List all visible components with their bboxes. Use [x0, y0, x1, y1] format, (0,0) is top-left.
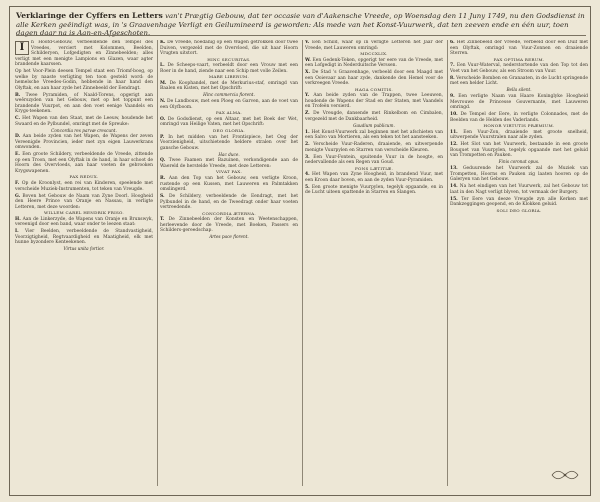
text-column-2: [160, 40, 298, 488]
entry-item: [15, 181, 153, 192]
entry-item: [15, 152, 153, 179]
entry-paragraph: [160, 63, 298, 74]
entry-paragraph: [160, 40, 298, 57]
entry-text: Een Vuur-Fontein, spuitende Vuur in de hoogte, en nedervallende als een Regen van Goud.: [305, 154, 443, 166]
entry-item: [160, 117, 298, 133]
entry-number: Y.: [305, 93, 310, 99]
entry-motto: Hinc commercia florent.: [203, 92, 255, 98]
entry-text: Geduurende het Vuurwerk zal de Muziek van Trompetten, Hoorns en Pauken zig laaten hooren op de Galeryen van het Gebouw.: [450, 166, 588, 182]
entry-inscription: FONS LÆTITIÆ.: [354, 165, 394, 171]
entry-motto: Hac duce.: [218, 151, 240, 157]
text-column-4: [450, 40, 588, 488]
entry-paragraph: [160, 194, 298, 211]
entry-item: [160, 63, 298, 79]
heading-subtitle: van't Prægtig Gebouw, dat ter occasie van d'Aakensche Vreede, op Woensdag den 11 Juny 1749, nu den Godsdienst in alle Kerken geëindigt was, in 's Graavenhage Verligt en Geilumineerd is geworden: Als mede van het Konst-Vuurwerk, dat ten zeeven ende en één uur, toen dagen daar na is Aan-en-Afgeschoten.: [16, 12, 585, 38]
entry-text: Aan de Linkerzyde, de Wapens van Oranje en Brunswyk, vereenigd door een band, waar onder te leezen staat:: [15, 216, 153, 228]
entry-number: C.: [15, 116, 20, 121]
entry-item: [15, 93, 153, 115]
text-column-1: [15, 40, 153, 488]
entry-item: [450, 40, 588, 62]
flourish-ornament-icon: [550, 469, 580, 481]
entry-item: [160, 194, 298, 216]
entry-text: De Landbouw, met een Ploeg en Garven, aan de voet van een Olyfboom.: [160, 99, 298, 110]
entry-paragraph: [15, 229, 153, 246]
entry-inscription: HINC SECURITAS.: [207, 56, 251, 62]
entry-paragraph: [305, 185, 443, 196]
entry-number: F.: [15, 181, 20, 186]
entry-paragraph: [15, 40, 153, 68]
entry-paragraph: [450, 130, 588, 141]
entry-motto: Gaudium publicum.: [353, 122, 395, 128]
entry-inscription: MDCCXLIX.: [360, 51, 388, 56]
entry-paragraph: [305, 111, 443, 122]
entry-item: [160, 135, 298, 157]
entry-item: [160, 81, 298, 98]
entry-item: [305, 155, 443, 171]
entry-item: [305, 142, 443, 153]
entry-number: Q.: [160, 158, 166, 164]
entry-text: Ter Eere van deeze Vreugde zyn alle Kerken met Dankzeggingen geopend, en de Klokken geluid.: [450, 196, 588, 207]
entry-paragraph: [450, 112, 588, 123]
entry-number: N.: [160, 99, 166, 105]
entry-item: [450, 197, 588, 213]
entry-text: Een Vuur-Zon, draaiende met groote snelheid, uitwerpende Vuurstralen naar alle zyden.: [450, 129, 588, 141]
entry-item: [450, 130, 588, 141]
entry-inscription: PAX OPTIMA RERUM.: [493, 56, 545, 62]
entry-text: Twee Pyramiden, of Naald-Torens, opgerigt aan weêrszyden van het Gebouw, met op het toppunt een brandende Vuurpot, en aan den voet eenige Vaandels en Krygs-teekenen.: [15, 92, 153, 114]
entry-paragraph: [450, 142, 588, 159]
entry-text: Een Vuur-Waterval, nederstortende van den Top tot den Voet van het Gebouw, als een Stroom van Vuur.: [450, 63, 588, 74]
entry-text: De Vreugde, dansende met Rinkelbom en Cimbalen, vergezeld met de Dankbaarheid.: [305, 111, 443, 122]
entry-text: Aan beide zyden van de Trappen, twee Leeuwen, houdende de Wapens der Stad en der Staten, met Vaandels en Trofeën versierd.: [305, 93, 443, 110]
entry-text: Het Konst-Vuurwerk zal beginnen met het afschieten van een Salvo van Mortieren, als een teken tot het aansteeken.: [305, 129, 443, 141]
entry-number: R.: [160, 176, 166, 182]
entry-paragraph: [160, 217, 298, 234]
entry-paragraph: [160, 158, 298, 169]
entry-paragraph: [160, 81, 298, 92]
entry-number: V.: [305, 40, 310, 45]
entry-text: Een verligte Naam van Haare Koninglyke Hoogheid Mevrouwe de Princesse Gouvernante, met Lauweren omringd.: [450, 94, 588, 110]
entry-text: Op het Voor-Plein deesen Tempel staat een Triomf-boog, op welke by naaste verligting ten toon gesteld word: de hemelsche Vreedes-Godin, hebbende in haar hand den Olyftak, en aan haar zyde het Zinnebeeld der Eendragt.: [15, 69, 153, 91]
column-divider: [302, 40, 303, 486]
entry-number: O.: [160, 116, 166, 122]
entry-number: H.: [15, 216, 21, 222]
entry-number: 14.: [450, 184, 458, 189]
entry-motto: Finis coronat opus.: [498, 159, 540, 165]
entry-paragraph: [15, 152, 153, 174]
entry-inscription: HONOR VIRTUTIS PRÆMIUM.: [483, 123, 555, 128]
entry-text: Op de Kroonlyst, een rei van Kinderen, speelende met verscheide Muziek-Instrumenten, tot teken van Vreugde.: [15, 181, 153, 192]
entry-item: [450, 112, 588, 128]
entry-text: Een groote Schildery, verbeeldende de Vreede, zittende op een Troon, met een Olyftak in de hand, in haar schoot de Hoorn des Overvloeds, aan haar voeten de gebrooken Krygswapenen.: [15, 152, 153, 174]
entry-paragraph: [15, 134, 153, 151]
entry-text: Het Slot van het Vuurwerk, bestaande in een groote Bouquet van Vuurpylen, tegelyk opgaande met het geluid van Trompetten en Pauken.: [450, 142, 588, 159]
entry-text: De Godsdienst, op een Altaar, met het Boek der Wet, omringd van Heilige Vaten, met het Opschrift:: [160, 116, 298, 128]
entry-number: E.: [15, 152, 20, 158]
entry-text: Vier Beelden, verbeeldende de Standvastigheid, Voorzigtigheid, Regtvaardigheid en Maatigheid, elk met hunne byzondere Kenteekenen.: [15, 229, 153, 246]
entry-number: 10.: [450, 112, 458, 117]
entry-number: 15.: [450, 196, 458, 202]
entry-text: Een groote menigte Vuurpylen, tegelyk opgaande, en in de Lucht uiteen spattende in Starren en Slangen.: [305, 184, 443, 196]
entry-item: [15, 40, 153, 68]
entry-item: [305, 40, 443, 56]
entry-paragraph: [450, 184, 588, 195]
entry-text: Het Wapen van Zyne Hoogheid, in brandend Vuur, met een Kroon daar boven, en aan de zyden Vuur-Pyramiden.: [305, 172, 443, 183]
entry-item: [450, 63, 588, 74]
drop-cap: I: [15, 41, 29, 55]
entry-paragraph: [450, 94, 588, 111]
entry-number: G.: [15, 193, 21, 199]
entry-text: Verscheide Bomben en Granaaten, in de Lucht springende met een helder Licht.: [450, 75, 588, 87]
entry-text: Aan den Top van het Gebouw, een verligte Kroon, rustende op een Kussen, met Lauweren en Palmtakken omslingerd.: [160, 176, 298, 193]
entry-text: In het midden van het Frontispiece, het Oog der Voorzienigheid, uitschietende heldere stralen over het gansche Gebouw.: [160, 134, 298, 151]
entry-paragraph: [305, 130, 443, 141]
entry-number: 2.: [305, 142, 310, 148]
entry-text: De Scheeps-vaart, verbeeldt door een Vrouw met een Roer in de hand, ziende naar een Schip met volle Zeilen.: [160, 63, 298, 74]
entry-item: [160, 99, 298, 115]
entry-motto: Concordia res parvæ crescunt.: [51, 127, 117, 133]
entry-number: B.: [15, 92, 21, 98]
entry-paragraph: [160, 135, 298, 152]
entry-number: 4.: [305, 172, 310, 178]
entry-number: 5.: [305, 184, 310, 190]
column-divider: [447, 40, 448, 486]
entry-paragraph: [15, 116, 153, 127]
entry-paragraph: [15, 181, 153, 192]
entry-number: P.: [160, 134, 165, 140]
entry-paragraph: [450, 197, 588, 208]
entry-inscription: VIVAT PAX.: [215, 169, 243, 175]
entry-paragraph: [15, 93, 153, 115]
entry-number: T.: [160, 217, 165, 223]
entry-item: [450, 94, 588, 111]
entry-text: De Tempel der Eere, in verligte Colonnades, met de Beelden van de Helden des Vaderlands.: [450, 112, 588, 123]
entry-inscription: PAX REDUX.: [69, 174, 99, 180]
entry-item: [15, 134, 153, 151]
entry-item: [305, 70, 443, 92]
entry-text: Het Wapen van den Staat, met de Leeuw, houdende het Swaard en de Pylbundel, omringt met de Spreuke:: [15, 116, 153, 127]
entry-paragraph: [160, 176, 298, 193]
entry-text: De Schildery, verbeeldende de Eendragt, met het Pylbundel in de hand, en de Tweedragt onder haar voeten vertreedende.: [160, 194, 298, 211]
entry-text: Twee Faamen met Bazuinen, verkondigende aan de Waereld de herstelde Vreede, met deze Letteren:: [160, 158, 298, 169]
entry-text: De Vreede, hoedanig op een Wagen getrokken door twee Duiven, vergezeld met de Overvloed, die uit haar Hoorn Vrugten uitstort.: [160, 40, 298, 56]
entry-paragraph: [160, 99, 298, 110]
entry-text: Een Gedenk-Teken, opgerigt ter eere van de Vreede, met een Lofgedigt in Nederduitsche Verssen.: [305, 57, 443, 69]
entry-item: [305, 111, 443, 128]
entry-inscription: SOLI DEO GLORIA.: [496, 207, 542, 213]
entry-item: [160, 158, 298, 174]
entry-item: [15, 69, 153, 91]
heading-title: Verklaringe der Cyffers en Letters: [16, 11, 163, 20]
entry-text: Een Schild, waar op in verligte Letteren het Jaar der Vreede, met Lauweren omringd:: [305, 40, 443, 51]
entry-item: [160, 40, 298, 62]
entry-item: [15, 116, 153, 133]
entry-number: 11.: [450, 129, 458, 135]
entry-item: [15, 217, 153, 228]
entry-number: K.: [160, 40, 166, 45]
entry-paragraph: [305, 40, 443, 51]
entry-text: Het Zinnebeeld der Vreede, verbeeld door een Duif met een Olyftak, omringd van Vuur-Zonnen en draaiende Sterren.: [450, 40, 588, 56]
entry-item: [450, 76, 588, 93]
entry-paragraph: [305, 58, 443, 69]
entry-text: n Hoofd-Gebouw, verbeeldende den Tempel des Vreedes, verciert met Kolommen, Beelden, Schilderyen, Lofgedigten en Zinnebeelden; alles verligt met een menigte Lampions en Glazen, waar agter brandende kaarssen.: [15, 40, 153, 67]
entry-inscription: PAX ALMA.: [216, 110, 242, 116]
entry-item: [305, 130, 443, 141]
entry-text: Na het eindigen van het Vuurwerk, zal het Gebouw tot laat in den Nagt verligt blyven, tot vermaak der Burgery.: [450, 184, 588, 195]
entry-item: [450, 184, 588, 195]
entry-paragraph: [305, 172, 443, 183]
entry-inscription: HAGA COMITIS.: [355, 86, 393, 92]
entry-paragraph: [450, 63, 588, 74]
entry-inscription: DEO GLORIA.: [213, 127, 245, 133]
entry-number: M.: [160, 80, 167, 86]
entry-item: [15, 194, 153, 216]
entry-paragraph: [15, 69, 153, 91]
text-column-3: [305, 40, 443, 488]
entry-text: De Zinnebeelden der Konsten en Weetenschappen, herleevende door de Vreede, met Boeken, Passers en Schilders-gereedschap.: [160, 217, 298, 234]
entry-number: L.: [160, 63, 165, 69]
entry-motto: Bella silent.: [506, 87, 532, 93]
entry-paragraph: [305, 155, 443, 166]
heading-rule: [16, 35, 586, 36]
entry-motto: Artes pace florent.: [209, 234, 249, 240]
entry-paragraph: [305, 93, 443, 110]
entry-item: [305, 58, 443, 69]
entry-number: 6.: [450, 40, 455, 45]
entry-item: [305, 172, 443, 183]
entry-item: [15, 229, 153, 251]
entry-number: 13.: [450, 166, 458, 171]
entry-paragraph: [15, 217, 153, 228]
entry-item: [450, 142, 588, 164]
entry-number: Z.: [305, 111, 310, 117]
entry-paragraph: [450, 166, 588, 183]
document-heading: [16, 12, 586, 38]
entry-inscription: WILLEM CAREL HENDRIK FRISO.: [44, 210, 124, 215]
entry-number: 9.: [450, 94, 455, 99]
entry-number: I.: [15, 229, 19, 235]
document-frame: [9, 6, 591, 496]
entry-paragraph: [15, 194, 153, 211]
entry-number: D.: [15, 134, 21, 140]
entry-item: [450, 166, 588, 183]
entry-number: 3.: [305, 154, 310, 160]
entry-number: 8.: [450, 75, 455, 81]
entry-number: S.: [160, 194, 165, 200]
entry-inscription: CONCORDIA ÆTERNA.: [202, 210, 256, 216]
entry-item: [160, 217, 298, 239]
entry-item: [305, 93, 443, 110]
entry-number: W.: [305, 57, 311, 63]
entry-paragraph: [305, 70, 443, 87]
entry-paragraph: [305, 142, 443, 153]
entry-text: Boven het Gebouw de Naam van Zyne Doorl. Hoogheid den Heere Prince van Oranje en Nassau, in verligte Letteren, met deze woorden:: [15, 193, 153, 210]
entry-paragraph: [160, 117, 298, 128]
entry-text: De Koophandel, met de Merkurius-staf, omringd van Baalen en Kisten, met het Opschrift:: [160, 80, 298, 92]
entry-motto: Virtus unita fortior.: [63, 246, 105, 252]
entry-text: Aan beide zyden van het Wapen, de Wapens der zeven Vereenigde Provincien, ieder met zyn eigen Lauwerkrans omwonden.: [15, 134, 153, 151]
entry-item: [160, 176, 298, 193]
entry-number: 7.: [450, 63, 455, 69]
entry-item: [305, 185, 443, 196]
entry-number: 1.: [305, 129, 310, 135]
entry-inscription: MARE LIBERUM.: [208, 74, 250, 80]
entry-text: De Stad 's Graavenhage, verbeeld door een Maagd met een Ooievaar aan haar zyde, dankende den Hemel voor de verkreegen Vreede.: [305, 70, 443, 87]
entry-number: X.: [305, 70, 310, 76]
entry-text: Verscheide Vuur-Raderen, draaiende, en uitwerpende menigte Vuurpylen en Starren van verscheide Kleuren.: [305, 142, 443, 153]
entry-number: 12.: [450, 142, 458, 148]
entry-paragraph: [450, 40, 588, 57]
entry-paragraph: [450, 76, 588, 87]
column-divider: [157, 40, 158, 486]
